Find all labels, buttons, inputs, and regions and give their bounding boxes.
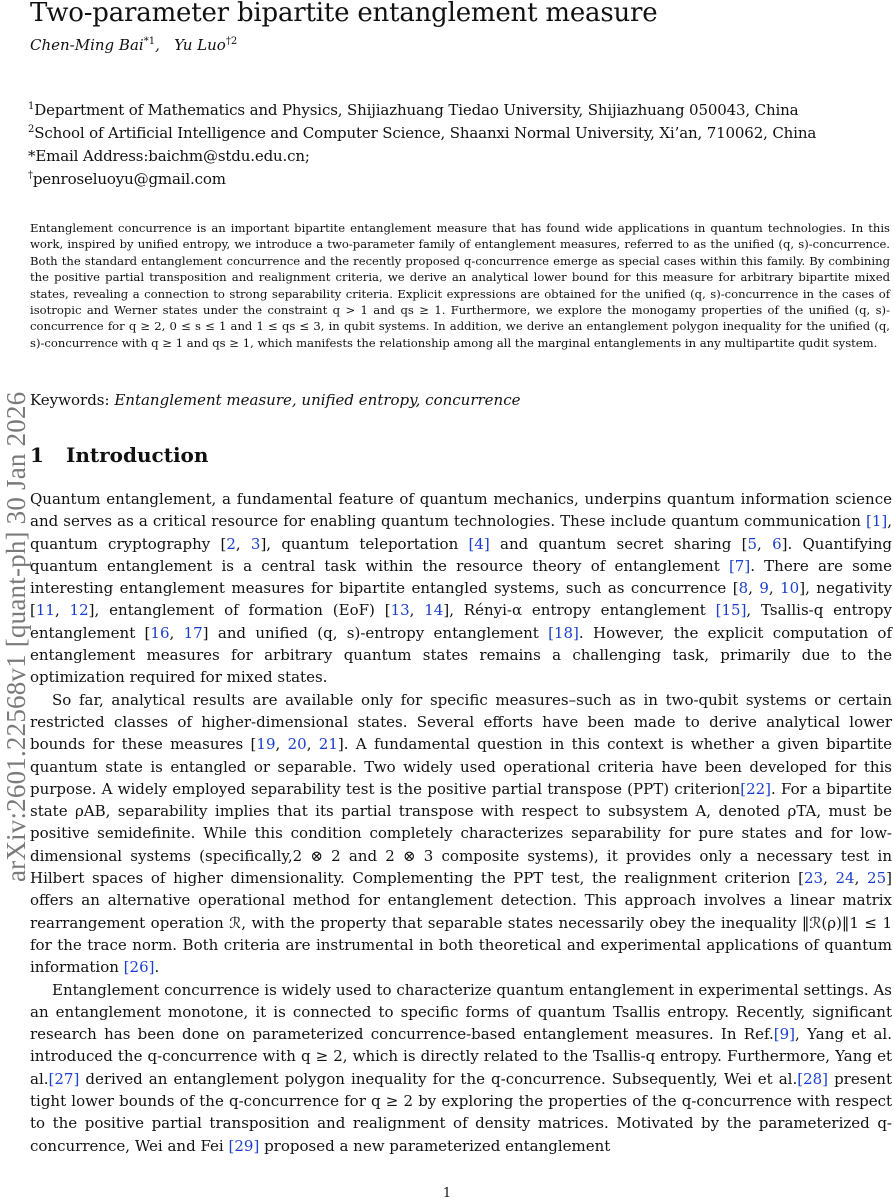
- text-run: .: [154, 958, 160, 977]
- text-run: and quantum secret sharing [: [489, 534, 748, 553]
- paper-title: Two-parameter bipartite entanglement measure: [30, 0, 658, 28]
- text-run: Quantum entanglement, a fundamental feature of quantum mechanics, underpins quantum information science and serves as a critical resource for enabling quantum technologies. These include quantum communication: [30, 490, 892, 531]
- body-text: [30, 488, 892, 1157]
- citation-link[interactable]: [27]: [48, 1069, 80, 1088]
- section-title: Introduction: [66, 443, 209, 467]
- email-line-2: [28, 170, 226, 188]
- citation-link[interactable]: [1]: [865, 512, 888, 531]
- affiliation-text: Department of Mathematics and Physics, Shijiazhuang Tiedao University, Shijiazhuang 050043, China: [34, 101, 799, 119]
- citation-link[interactable]: 5: [747, 534, 758, 553]
- citation-link[interactable]: [9]: [773, 1025, 795, 1044]
- author-name: Yu Luo: [174, 36, 226, 54]
- citation-link[interactable]: 24: [835, 869, 855, 888]
- citation-link[interactable]: 19: [256, 735, 276, 754]
- text-run: . However, the explicit computation of entanglement measures for arbitrary quantum states remains a challenging task, primarily due to the optimization required for mixed states.: [30, 623, 893, 687]
- citation-link[interactable]: 13: [390, 601, 410, 620]
- affiliation-mark: 1: [28, 101, 35, 112]
- text-run: present tight lower bounds of the q-concurrence for q ≥ 2 by exploring the properties of the q-concurrence with respect to the positive partial transposition and realignment of density matrices. Motivated by the parameterized q-concurrence, Wei and Fei: [30, 1069, 892, 1155]
- paragraph-1: [30, 488, 892, 689]
- page-number: 1: [442, 1186, 452, 1201]
- citation-link[interactable]: [7]: [728, 556, 751, 575]
- citation-link[interactable]: [28]: [797, 1069, 829, 1088]
- text-run: ,: [823, 869, 836, 888]
- citation-link[interactable]: 14: [424, 601, 444, 620]
- abstract: Entanglement concurrence is an important bipartite entanglement measure that has found wide applications in quantum technologies. In this work, inspired by unified entropy, we introduce a two-parameter family of entanglement measures, referred to as the unified (q, s)-concurrence. Both the standard entanglement concurrence and the recently proposed q-concurrence emerge as special cases within this family. By combining the positive partial transposition and realignment criteria, we derive an analytical lower bound for this measure for arbitrary bipartite mixed states, revealing a connection to strong separability criteria. Explicit expressions are obtained for the unified (q, s)-concurrence in the cases of isotropic and Werner states under the constraint q > 1 and qs ≥ 1. Furthermore, we explore the monogamy properties of the unified (q, s)-concurrence for q ≥ 2, 0 ≤ s ≤ 1 and 1 ≤ qs ≤ 3, in qubit systems. In addition, we derive an entanglement polygon inequality for the unified (q, s)-concurrence with q ≥ 1 and qs ≥ 1, which manifests the relationship among all the marginal entanglements in any multipartite qudit system.: [30, 221, 890, 350]
- citation-link[interactable]: 16: [150, 623, 170, 642]
- citation-link[interactable]: 3: [250, 534, 261, 553]
- text-run: proposed a new parameterized entanglement: [259, 1136, 611, 1155]
- text-run: ], Rényi-α entropy entanglement: [443, 601, 716, 620]
- citation-link[interactable]: 8: [738, 579, 749, 598]
- citation-link[interactable]: [4]: [468, 534, 490, 553]
- text-run: , quantum cryptography [: [30, 512, 892, 553]
- citation-link[interactable]: 25: [867, 869, 887, 888]
- author-name: Chen-Ming Bai: [30, 36, 144, 54]
- paragraph-3: [30, 979, 892, 1157]
- email-line-1: [28, 147, 310, 165]
- citation-link[interactable]: 23: [803, 869, 824, 888]
- citation-link[interactable]: 2: [226, 534, 236, 553]
- paragraph-2: [30, 689, 892, 979]
- text-run: ,: [54, 601, 70, 620]
- affiliation-2: [28, 124, 816, 142]
- text-run: ]. A fundamental question in this context is whether a given bipartite quantum state is entangled or separable. Two widely used operational criteria have been developed for this purpose. A widely employed separability test is the positive partial transpose (PPT) criterion: [30, 735, 893, 798]
- citation-link[interactable]: [26]: [123, 958, 155, 977]
- author-mark: *1: [143, 36, 156, 47]
- affiliation-text: School of Artificial Intelligence and Computer Science, Shaanxi Normal University, Xi’an, 710062, China: [34, 124, 817, 142]
- keywords-label: Keywords:: [30, 391, 110, 409]
- text-run: ,: [757, 534, 773, 553]
- citation-link[interactable]: 21: [318, 735, 338, 754]
- email-mark: †: [28, 170, 33, 181]
- text-run: ,: [854, 869, 868, 888]
- keywords: [30, 391, 520, 409]
- keywords-text: Entanglement measure, unified entropy, concurrence: [114, 391, 521, 409]
- citation-link[interactable]: [15]: [715, 601, 747, 620]
- text-run: ,: [235, 534, 251, 553]
- text-run: ]. Quantifying quantum entanglement is a central task within the resource theory of entanglement: [30, 534, 892, 575]
- text-run: ], negativity [: [30, 579, 892, 620]
- text-run: ] offers an alternative operational method for entanglement detection. This approach involves a linear matrix rearrangement operation ℛ, with the property that separable states necessarily obey the inequality ‖ℛ(ρ)‖1 ≤ 1 for the trace norm. Both criteria are instrumental in both theoretical and experimental applications of quantum information: [30, 869, 892, 977]
- section-number: 1: [30, 443, 44, 467]
- citation-link[interactable]: 11: [35, 601, 55, 620]
- email-text: *Email Address:baichm@stdu.edu.cn;: [28, 147, 310, 165]
- citation-link[interactable]: 20: [287, 735, 307, 754]
- text-run: ,: [169, 623, 184, 642]
- text-run: . There are some interesting entanglement measures for bipartite entangled systems, such as concurrence [: [30, 556, 893, 598]
- citation-link[interactable]: 6: [772, 534, 782, 553]
- text-run: ,: [748, 579, 760, 598]
- affiliation-mark: 2: [28, 124, 35, 135]
- text-run: Entanglement concurrence is widely used to characterize quantum entanglement in experimental settings. As an entanglement monotone, it is connected to specific forms of quantum Tsallis entropy. Recently, significant research has been done on parameterized concurrence-based entanglement measures. In Ref.: [30, 980, 892, 1044]
- text-run: , Tsallis-q entropy entanglement [: [30, 601, 892, 642]
- text-run: ], quantum teleportation: [260, 534, 469, 553]
- text-run: So far, analytical results are available only for specific measures–such as in two-qubit systems or certain restricted classes of higher-dimensional states. Several efforts have been made to derive analytical lower bounds for these measures [: [30, 690, 892, 754]
- text-run: ], entanglement of formation (EoF) [: [88, 601, 391, 620]
- section-heading: [30, 443, 208, 467]
- citation-link[interactable]: 12: [69, 601, 89, 620]
- text-run: ,: [275, 735, 288, 754]
- citation-link[interactable]: [29]: [228, 1136, 260, 1155]
- citation-link[interactable]: [22]: [740, 779, 772, 798]
- author-mark: †2: [225, 36, 238, 47]
- author-list: Chen-Ming Bai$^{*1}$, Yu Luo$^{\dagger 2}$: [30, 36, 238, 54]
- text-run: ] and unified (q, s)-entropy entanglement: [202, 623, 549, 642]
- email-text: penroseluoyu@gmail.com: [32, 170, 226, 188]
- citation-link[interactable]: [18]: [548, 623, 579, 642]
- text-run: ,: [306, 735, 319, 754]
- citation-link[interactable]: 10: [780, 579, 800, 598]
- text-run: derived an entanglement polygon inequality for the q-concurrence. Subsequently, Wei et al.: [79, 1069, 798, 1088]
- affiliation-1: [28, 101, 798, 119]
- text-run: ,: [768, 579, 781, 598]
- citation-link[interactable]: 9: [759, 579, 769, 598]
- citation-link[interactable]: 17: [183, 623, 203, 642]
- arxiv-identifier-stamp: arXiv:2601.22568v1 [quant-ph] 30 Jan 2026: [1, 391, 31, 882]
- text-run: ,: [409, 601, 425, 620]
- text-run: . For a bipartite state ρAB, separability implies that its partial transpose with respect to subsystem A, denoted ρTA, must be positive semidefinite. While this condition completely characterizes separability for pure states and for low-dimensional systems (specifically,2 ⊗ 2 and 2 ⊗ 3 composite systems), it provides only a necessary test in Hilbert spaces of higher dimensionality. Complementing the PPT test, the realignment criterion [: [30, 779, 892, 888]
- text-run: , Yang et al. introduced the q-concurrence with q ≥ 2, which is directly related to the Tsallis-q entropy. Furthermore, Yang et al.: [30, 1025, 892, 1088]
